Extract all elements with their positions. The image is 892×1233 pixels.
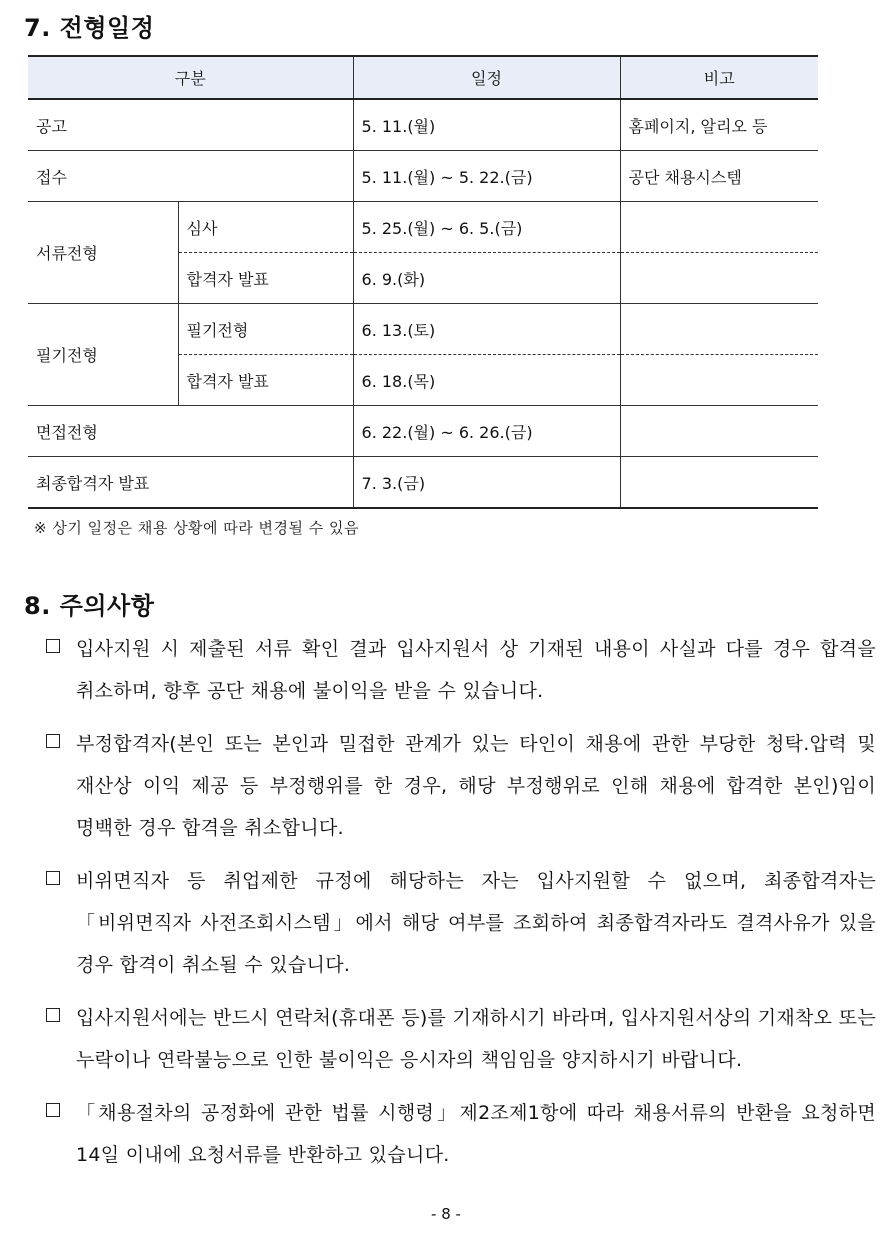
row-date-announcement: 5. 11.(월) <box>353 99 620 151</box>
caution-text: 입사지원 시 제출된 서류 확인 결과 입사지원서 상 기재된 내용이 사실과 다를 경우 합격을 취소하며, 향후 공단 채용에 불이익을 받을 수 있습니다. <box>76 638 876 702</box>
caution-list <box>46 628 876 1187</box>
table-row <box>28 202 818 253</box>
sub-label-exam-result: 합격자 발표 <box>178 355 353 406</box>
page-number: - 8 - <box>431 1205 461 1223</box>
row-date-reception: 5. 11.(월) ~ 5. 22.(금) <box>353 151 620 202</box>
empty-square-icon <box>46 1103 60 1117</box>
table-row <box>28 99 818 151</box>
section-7-title: 7. 전형일정 <box>24 14 155 42</box>
caution-text: 비위면직자 등 취업제한 규정에 해당하는 자는 입사지원할 수 없으며, 최종합격자는 「비위면직자 사전조회시스템」에서 해당 여부를 조회하여 최종합격자라도 결격사유가 있을 경우 합격이 취소될 수 있습니다. <box>76 870 876 976</box>
caution-text: 부정합격자(본인 또는 본인과 밀접한 관계가 있는 타인이 채용에 관한 부당한 청탁.압력 및 재산상 이익 제공 등 부정행위를 한 경우, 해당 부정행위로 인해 채용에 합격한 본인)임이 명백한 경우 합격을 취소합니다. <box>76 733 876 839</box>
table-row <box>28 457 818 509</box>
section-8-title: 8. 주의사항 <box>24 592 155 620</box>
table-row <box>28 304 818 355</box>
sub-remarks-exam-result <box>620 355 818 406</box>
table-row <box>28 151 818 202</box>
header-remarks: 비고 <box>620 56 818 99</box>
list-item <box>46 1092 876 1176</box>
header-schedule: 일정 <box>353 56 620 99</box>
table-header-row <box>28 56 818 99</box>
caution-text: 입사지원서에는 반드시 연락처(휴대폰 등)를 기재하시기 바라며, 입사지원서상의 기재착오 또는 누락이나 연락불능으로 인한 불이익은 응시자의 책임임을 양지하시기 바랍니다. <box>76 1007 876 1071</box>
list-item <box>46 860 876 986</box>
sub-date-document-result: 6. 9.(화) <box>353 253 620 304</box>
row-label-interview: 면접전형 <box>28 406 353 457</box>
schedule-table <box>28 55 818 509</box>
sub-date-exam-result: 6. 18.(목) <box>353 355 620 406</box>
empty-square-icon <box>46 734 60 748</box>
row-label-announcement: 공고 <box>28 99 353 151</box>
sub-remarks-review <box>620 202 818 253</box>
row-remarks-interview <box>620 406 818 457</box>
table-row <box>28 406 818 457</box>
row-label-reception: 접수 <box>28 151 353 202</box>
list-item <box>46 997 876 1081</box>
row-remarks-announcement: 홈페이지, 알리오 등 <box>620 99 818 151</box>
sub-remarks-exam <box>620 304 818 355</box>
caution-text: 「채용절차의 공정화에 관한 법률 시행령」제2조제1항에 따라 채용서류의 반환을 요청하면 14일 이내에 요청서류를 반환하고 있습니다. <box>76 1102 876 1166</box>
sub-label-review: 심사 <box>178 202 353 253</box>
row-label-final: 최종합격자 발표 <box>28 457 353 509</box>
row-date-final: 7. 3.(금) <box>353 457 620 509</box>
sub-remarks-document-result <box>620 253 818 304</box>
sub-date-exam: 6. 13.(토) <box>353 304 620 355</box>
list-item <box>46 723 876 849</box>
row-label-document-screening: 서류전형 <box>28 202 178 304</box>
sub-label-exam: 필기전형 <box>178 304 353 355</box>
sub-label-document-result: 합격자 발표 <box>178 253 353 304</box>
row-label-written-exam: 필기전형 <box>28 304 178 406</box>
row-remarks-final <box>620 457 818 509</box>
header-category: 구분 <box>28 56 353 99</box>
sub-date-review: 5. 25.(월) ~ 6. 5.(금) <box>353 202 620 253</box>
schedule-note: ※ 상기 일정은 채용 상황에 따라 변경될 수 있음 <box>34 519 360 537</box>
row-remarks-reception: 공단 채용시스템 <box>620 151 818 202</box>
empty-square-icon <box>46 871 60 885</box>
empty-square-icon <box>46 1008 60 1022</box>
list-item <box>46 628 876 712</box>
empty-square-icon <box>46 639 60 653</box>
row-date-interview: 6. 22.(월) ~ 6. 26.(금) <box>353 406 620 457</box>
